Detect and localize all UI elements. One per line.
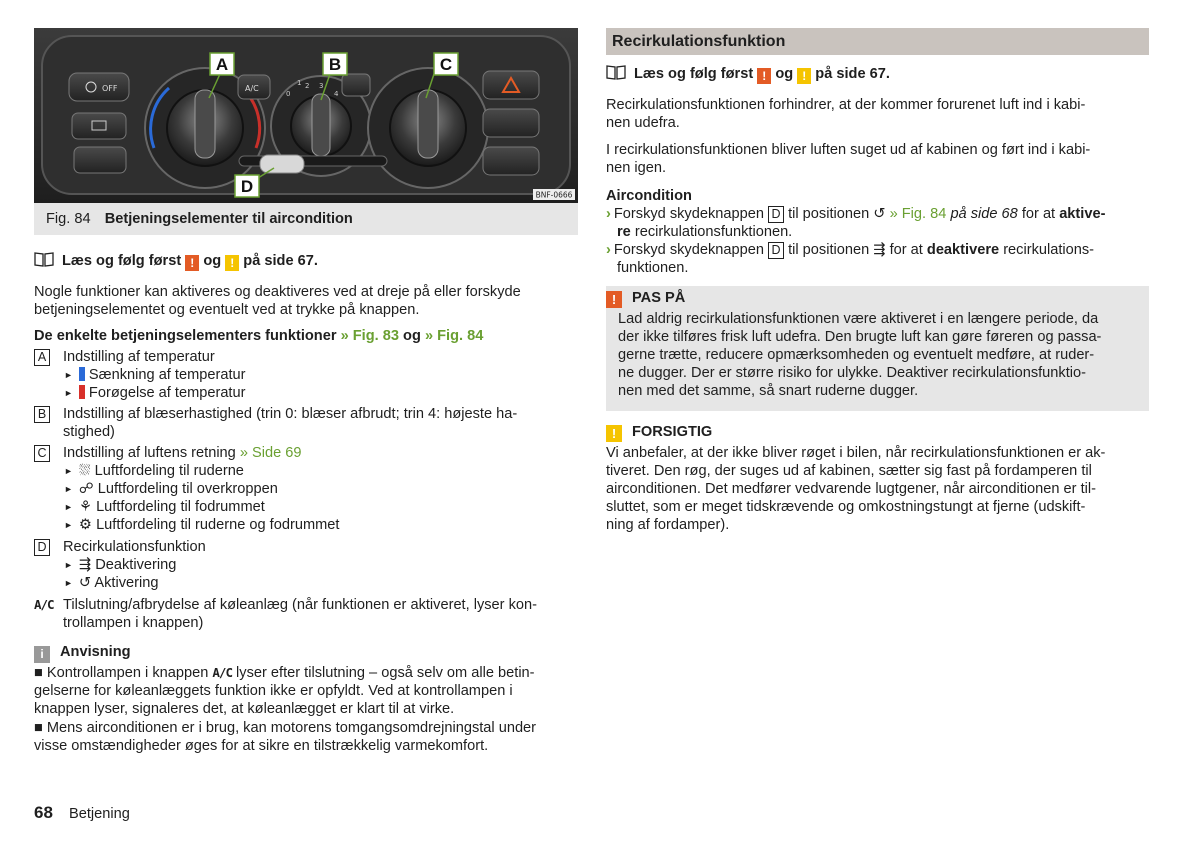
para1-line2: nen udefra. <box>606 115 680 131</box>
figure-number: Fig. 84 <box>46 211 91 227</box>
step2-key: D <box>768 242 784 259</box>
hazard-button <box>483 71 539 99</box>
notice-line3: airconditionen. Det medfører vedvarende lugtgener, når airconditionen er til- <box>606 481 1096 497</box>
warning-yellow-icon: ! <box>797 68 811 84</box>
step-arrow-icon: › <box>606 242 611 258</box>
warm-swatch-icon <box>79 385 85 399</box>
functions-heading-og: og <box>403 328 421 344</box>
rear-defrost-button <box>72 113 126 139</box>
step1-l2-text: recirkulationsfunktionen. <box>634 224 793 240</box>
caution-line1: Lad aldrig recirkulationsfunktionen være aktiveret i en længere periode, da <box>618 311 1099 327</box>
note1-post: lyser efter tilslutning – også selv om alle betin- <box>236 665 535 681</box>
step2-pre: Forskyd skydeknappen <box>613 242 764 258</box>
ac-button <box>238 75 270 99</box>
book-icon <box>34 251 54 267</box>
step1-key: D <box>768 206 784 223</box>
step1-line2 <box>617 223 792 241</box>
figure-ac-controls <box>34 28 578 203</box>
figure-code: BNF-0666 <box>535 190 573 200</box>
read-first-prefix: Læs og følg først <box>62 253 182 269</box>
caution-title: PAS PÅ <box>632 290 686 306</box>
key-b: B <box>34 406 50 423</box>
blank-button <box>483 109 539 137</box>
item-c-sub1: ► ⛆ Luftfordeling til ruderne <box>64 463 244 479</box>
step-arrow-icon: › <box>606 206 611 222</box>
recirculation-icon: ↺ <box>873 206 886 222</box>
functions-heading-text: De enkelte betjeningselementers funktioner <box>34 328 337 344</box>
small-button <box>342 74 370 96</box>
notice-line5: ning af fordamper). <box>606 517 730 533</box>
ac-key: A/C <box>34 597 54 612</box>
step1-pre: Forskyd skydeknappen <box>613 206 764 222</box>
note1-line2: gelserne for køleanlæggets funktion ikke er opfyldt. Ved at kontrollampen i <box>34 683 513 699</box>
item-c-sub1-text: Luftfordeling til ruderne <box>94 463 244 479</box>
callout-b-label: B <box>328 55 342 74</box>
windshield-footwell-icon: ⚙ <box>78 517 97 533</box>
callout-c-label: C <box>439 55 453 74</box>
caution-box <box>606 286 1149 411</box>
notice-line1: Vi anbefaler, at der ikke bliver røget i bilen, når recirkulationsfunktionen er ak- <box>606 445 1106 461</box>
scale-2: 2 <box>305 82 310 90</box>
item-c-sub2-text: Luftfordeling til overkroppen <box>97 481 278 497</box>
item-c-sub4-text: Luftfordeling til ruderne og fodrummet <box>96 517 340 533</box>
item-a-sub1-text: Sænkning af temperatur <box>88 367 246 383</box>
caution-line2: der ikke tilføres frisk luft udefra. Den brugte luft kan gøre føreren og passa- <box>618 329 1102 345</box>
note1-ac: A/C <box>212 665 232 680</box>
footwell-icon: ⚘ <box>78 499 97 515</box>
footer-section: Betjening <box>68 806 130 822</box>
item-c-sub3-text: Luftfordeling til fodrummet <box>96 499 265 515</box>
item-a-text: Indstilling af temperatur <box>63 349 215 365</box>
item-d-sub2: ► ↺ Aktivering <box>64 575 159 591</box>
page-footer <box>34 804 130 823</box>
step2-bold: deaktivere <box>926 242 1000 258</box>
warning-yellow-icon: ! <box>225 255 239 271</box>
caution-heading <box>606 289 685 308</box>
recirculation-icon: ↺ <box>78 575 95 591</box>
item-c-sub4: ► ⚙ Luftfordeling til ruderne og fodrummet <box>64 517 340 533</box>
windshield-icon: ⛆ <box>78 463 95 479</box>
note1-line1 <box>34 664 535 682</box>
info-icon: i <box>34 646 50 663</box>
right-seat-heat-button <box>483 147 539 175</box>
figure-title: Betjeningselementer til aircondition <box>104 211 353 227</box>
para2-line1: I recirkulationsfunktionen bliver luften suget ud af kabinen og ført ind i kabi- <box>606 142 1091 158</box>
notice-icon: ! <box>606 425 622 442</box>
caution-line4: ne dugger. Der er større risiko for ulykke. Deaktiver recirkulationsfunktio- <box>618 365 1086 381</box>
item-c-text: Indstilling af luftens retning <box>63 445 236 461</box>
cold-swatch-icon <box>79 367 85 381</box>
off-label: OFF <box>102 84 118 93</box>
read-first-suffix: på side 67. <box>815 66 890 82</box>
step1-bold: aktive- <box>1059 206 1106 222</box>
item-ac-line1: Tilslutning/afbrydelse af køleanlæg (når funktionen er aktiveret, lyser kon- <box>63 597 537 613</box>
notice-heading <box>606 423 712 442</box>
link-fig-84[interactable]: » Fig. 84 <box>424 328 484 344</box>
scale-1: 1 <box>297 79 302 87</box>
read-first-right <box>606 64 890 84</box>
slider-d <box>260 155 304 173</box>
book-icon <box>606 64 626 80</box>
off-button <box>69 73 129 101</box>
step1-l2-bold: re <box>617 224 631 240</box>
item-ac-line2: trollampen i knappen) <box>63 615 204 631</box>
key-c: C <box>34 445 50 462</box>
key-a: A <box>34 349 50 366</box>
step1-mid: til positionen <box>788 206 870 222</box>
read-first-suffix: på side 67. <box>243 253 318 269</box>
intro-paragraph: Nogle funktioner kan aktiveres og deaktiveres ved at dreje på eller forskyde betjeningselementet og eventuelt ved at trykke på knappen. <box>34 284 521 318</box>
caution-icon: ! <box>606 291 622 308</box>
step1-page-ref: på side 68 <box>950 206 1018 222</box>
page-number: 68 <box>34 803 53 822</box>
caution-body <box>618 310 1138 400</box>
item-a-sub2: ► Forøgelse af temperatur <box>64 385 246 401</box>
fresh-air-icon: ⇶ <box>873 242 886 258</box>
section-title: Recirkulationsfunktion <box>606 28 1149 55</box>
item-d-sub1: ► ⇶ Deaktivering <box>64 557 177 573</box>
item-c-sub2: ► ☍ Luftfordeling til overkroppen <box>64 481 278 497</box>
note-title: Anvisning <box>60 644 131 660</box>
note2-line1: ■ Mens airconditionen er i brug, kan motorens tomgangsomdrejningstal under <box>34 720 537 736</box>
note1-pre: ■ Kontrollampen i knappen <box>34 665 209 681</box>
warning-red-icon: ! <box>757 68 771 84</box>
step2-post: for at <box>889 242 923 258</box>
step2-mid: til positionen <box>788 242 870 258</box>
link-fig-84-right[interactable]: » Fig. 84 <box>889 206 947 222</box>
warning-red-icon: ! <box>185 255 199 271</box>
step2-tail: recirkulations- <box>1003 242 1095 258</box>
aircon-heading: Aircondition <box>606 188 692 204</box>
step2-line1 <box>606 241 1094 259</box>
read-first-left <box>34 251 318 271</box>
para1-line1: Recirkulationsfunktionen forhindrer, at der kommer forurenet luft ind i kabi- <box>606 97 1086 113</box>
notice-title: FORSIGTIG <box>632 424 713 440</box>
upper-body-icon: ☍ <box>78 481 98 497</box>
callout-a-label: A <box>215 55 229 74</box>
para2-line2: nen igen. <box>606 160 667 176</box>
fresh-air-icon: ⇶ <box>78 557 96 573</box>
note1-line3: knappen lyser, signaleres det, at køleanlægget er klart til at virke. <box>34 701 455 717</box>
caution-line5: nen med det samme, så snart ruderne dugger. <box>618 383 919 399</box>
caution-line3: gerne trætte, reducere opmærksomheden og eventuelt medføre, at ruder- <box>618 347 1095 363</box>
notice-line4: sluttet, som er meget tidskrævende og omkostningstungt at fjerne (udskift- <box>606 499 1086 515</box>
item-a-sub1: ► Sænkning af temperatur <box>64 367 246 383</box>
link-fig-83[interactable]: » Fig. 83 <box>340 328 399 344</box>
item-d-sub2-text: Aktivering <box>94 575 159 591</box>
scale-4: 4 <box>334 90 339 98</box>
item-c-sub3: ► ⚘ Luftfordeling til fodrummet <box>64 499 265 515</box>
scale-0: 0 <box>286 90 291 98</box>
functions-heading <box>34 327 483 345</box>
read-first-prefix: Læs og følg først <box>634 66 754 82</box>
item-a-sub2-text: Forøgelse af temperatur <box>88 385 246 401</box>
ac-button-label: A/C <box>245 84 259 93</box>
item-d-text: Recirkulationsfunktion <box>63 539 206 555</box>
left-seat-heat-button <box>74 147 126 173</box>
callout-d-label: D <box>240 177 254 196</box>
ac-panel-illustration <box>34 28 578 203</box>
item-b-line2: stighed) <box>63 424 115 440</box>
step1-post: for at <box>1021 206 1056 222</box>
key-d: D <box>34 539 50 556</box>
note2-line2: visse omstændigheder øges for at sikre en tilstrækkelig varmekomfort. <box>34 738 489 754</box>
step2-line2: funktionen. <box>617 260 689 276</box>
figure-caption <box>34 203 578 235</box>
notice-line2: tiveret. Den røg, der suges ud af kabinen, sætter sig fast på fordamperen til <box>606 463 1092 479</box>
step1-line1 <box>606 205 1105 223</box>
scale-3: 3 <box>319 82 324 90</box>
read-first-og: og <box>775 66 794 82</box>
read-first-og: og <box>203 253 222 269</box>
note-heading <box>34 643 131 663</box>
item-d-sub1-text: Deaktivering <box>95 557 177 573</box>
item-b-line1: Indstilling af blæserhastighed (trin 0: blæser afbrudt; trin 4: højeste ha- <box>63 406 518 422</box>
link-side-69[interactable]: » Side 69 <box>239 445 302 461</box>
